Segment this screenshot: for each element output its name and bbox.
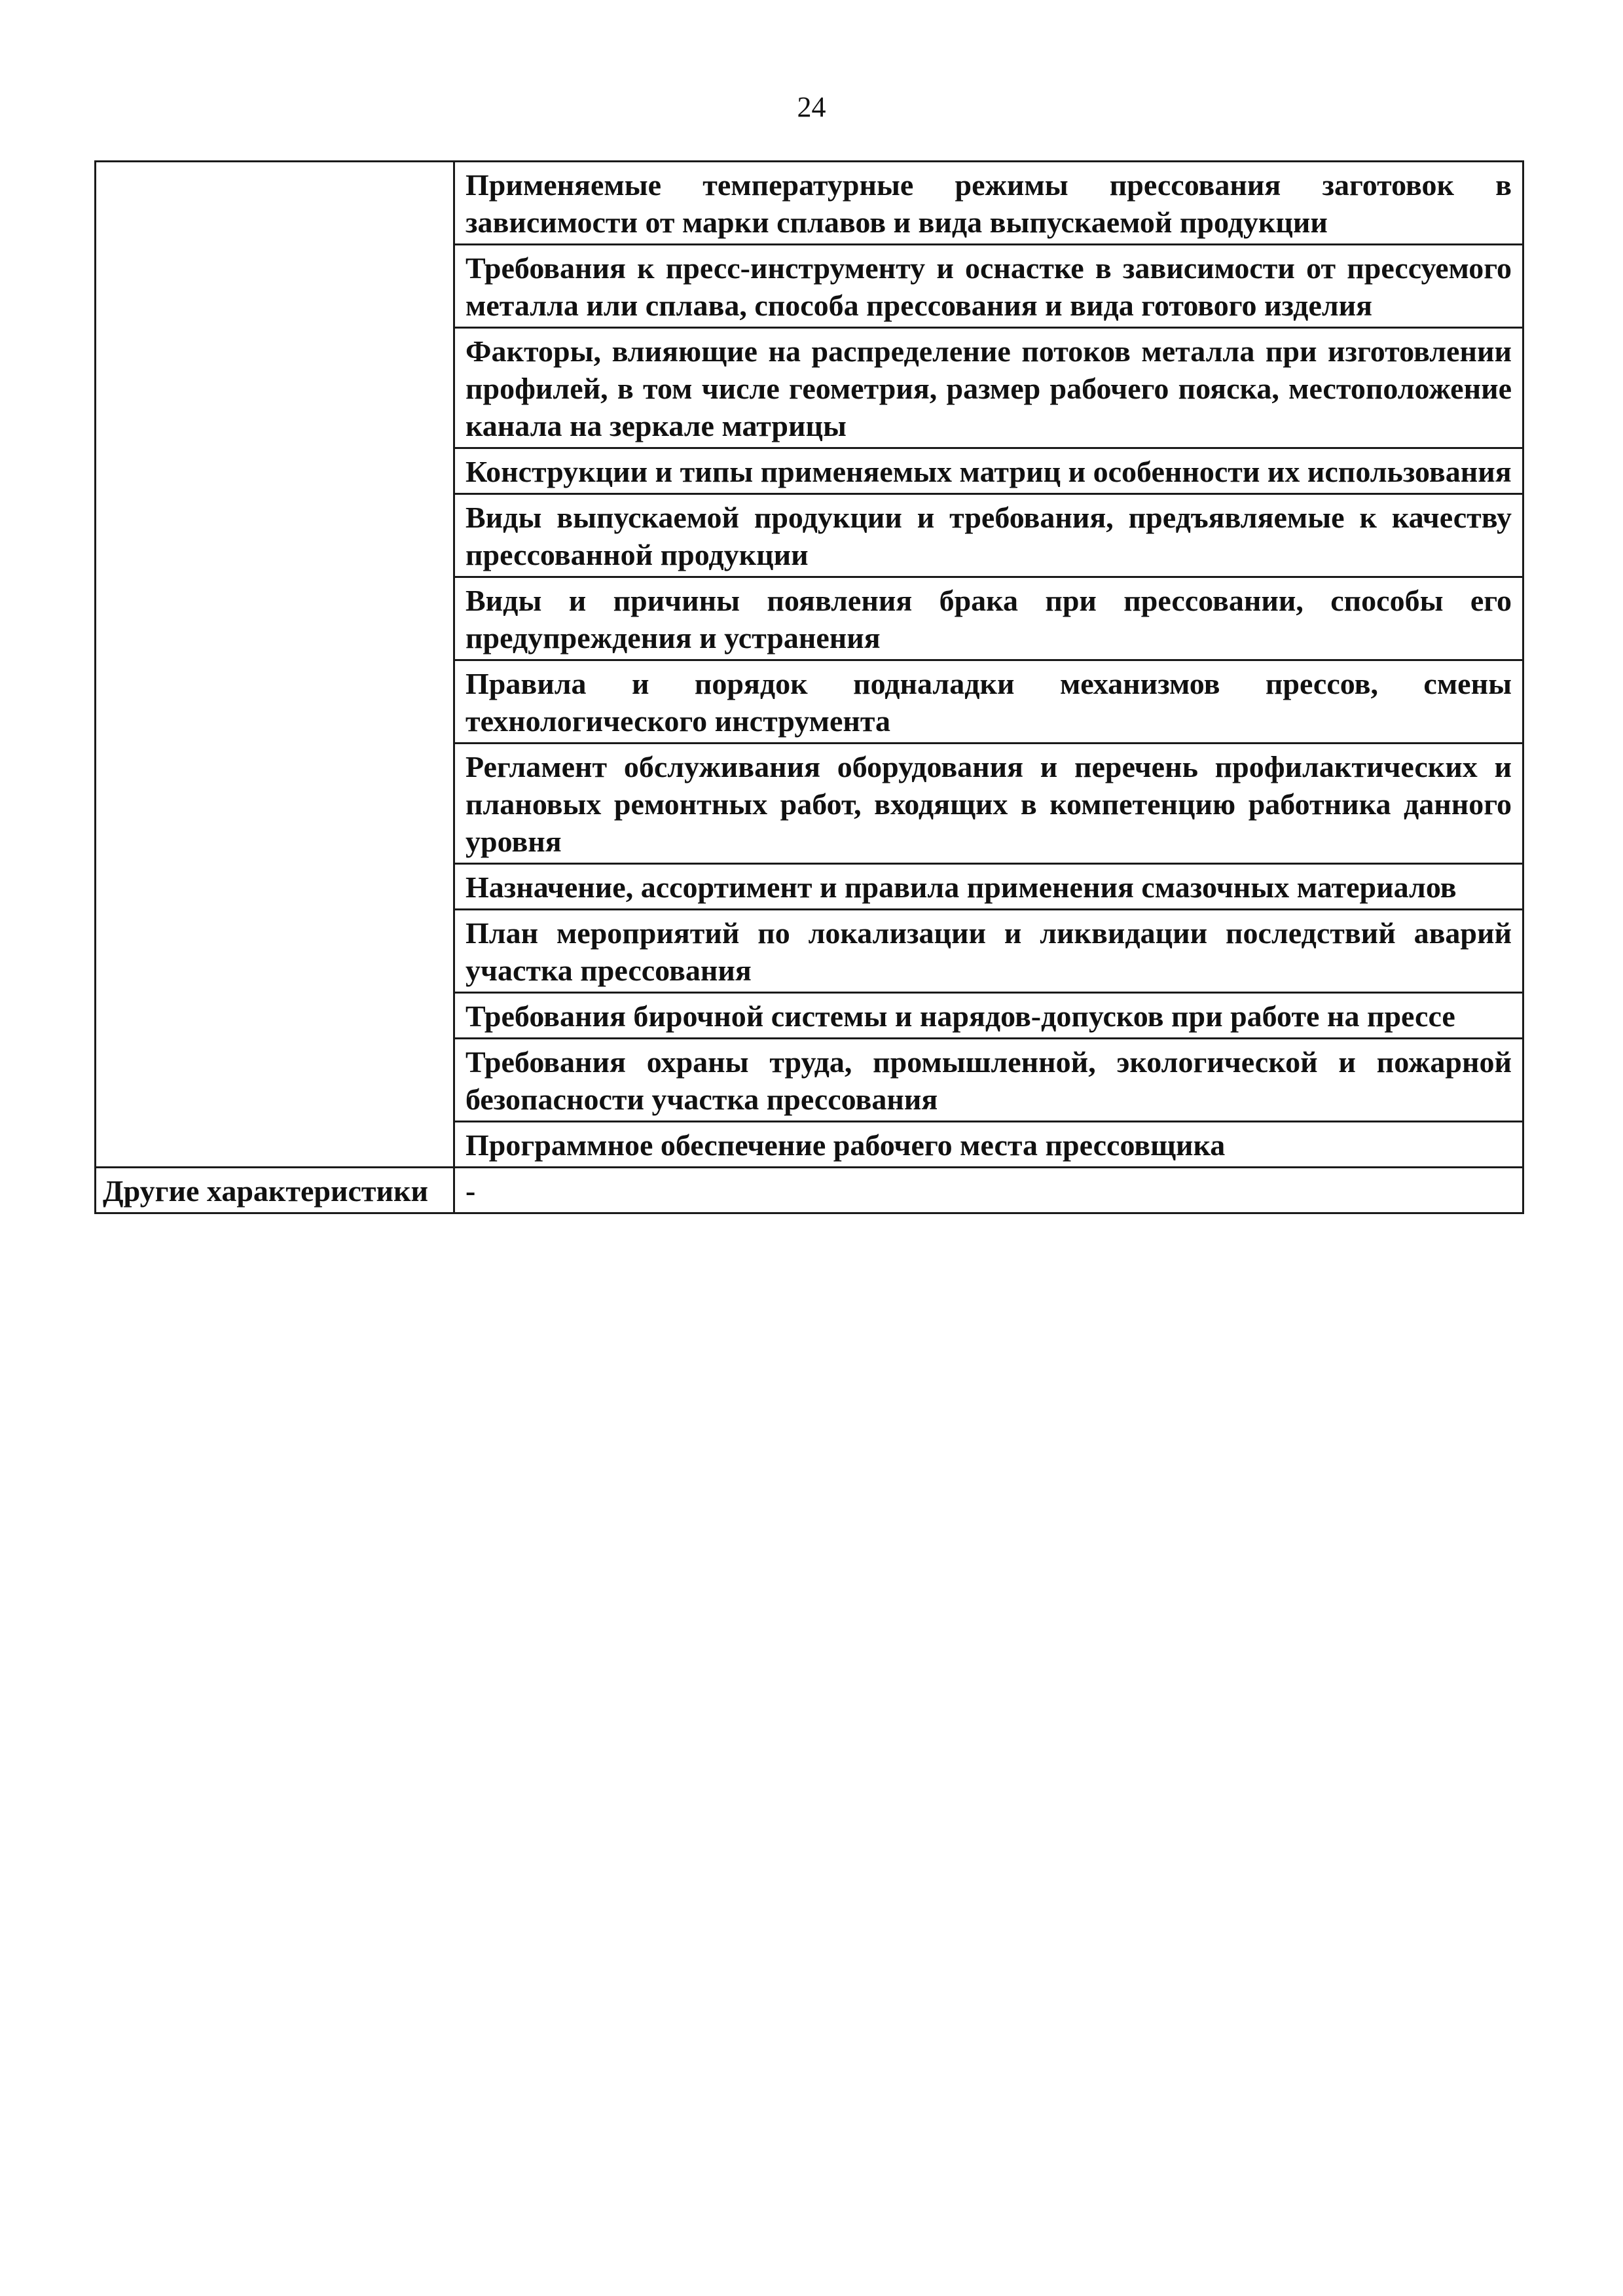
table-row-other-characteristics	[96, 1168, 1523, 1213]
knowledge-item: Назначение, ассортимент и правила применения смазочных материалов	[454, 864, 1523, 910]
requirements-table	[94, 160, 1524, 1214]
knowledge-item: Конструкции и типы применяемых матриц и особенности их использования	[454, 448, 1523, 494]
knowledge-item: Применяемые температурные режимы прессования заготовок в зависимости от марки сплавов и вида выпускаемой продукции	[454, 162, 1523, 245]
knowledge-item: Регламент обслуживания оборудования и перечень профилактических и плановых ремонтных работ, входящих в компетенцию работника данного уровня	[454, 744, 1523, 864]
knowledge-item: Требования бирочной системы и нарядов-допусков при работе на прессе	[454, 993, 1523, 1039]
page-number: 24	[797, 91, 826, 123]
knowledge-item: Правила и порядок подналадки механизмов прессов, смены технологического инструмента	[454, 660, 1523, 744]
category-cell-empty	[96, 162, 454, 1168]
knowledge-item: Виды и причины появления брака при прессовании, способы его предупреждения и устранения	[454, 577, 1523, 660]
knowledge-item: Требования охраны труда, промышленной, экологической и пожарной безопасности участка прессования	[454, 1039, 1523, 1122]
knowledge-item: План мероприятий по локализации и ликвидации последствий аварий участка прессования	[454, 910, 1523, 993]
other-characteristics-label: Другие характеристики	[96, 1168, 454, 1213]
table-row	[96, 162, 1523, 245]
knowledge-item: Факторы, влияющие на распределение потоков металла при изготовлении профилей, в том числе геометрия, размер рабочего пояска, местоположение канала на зеркале матрицы	[454, 328, 1523, 448]
other-characteristics-value: -	[454, 1168, 1523, 1213]
knowledge-item: Виды выпускаемой продукции и требования, предъявляемые к качеству прессованной продукции	[454, 494, 1523, 577]
knowledge-item: Требования к пресс-инструменту и оснастке в зависимости от прессуемого металла или сплава, способа прессования и вида готового изделия	[454, 245, 1523, 328]
knowledge-item: Программное обеспечение рабочего места прессовщика	[454, 1122, 1523, 1168]
